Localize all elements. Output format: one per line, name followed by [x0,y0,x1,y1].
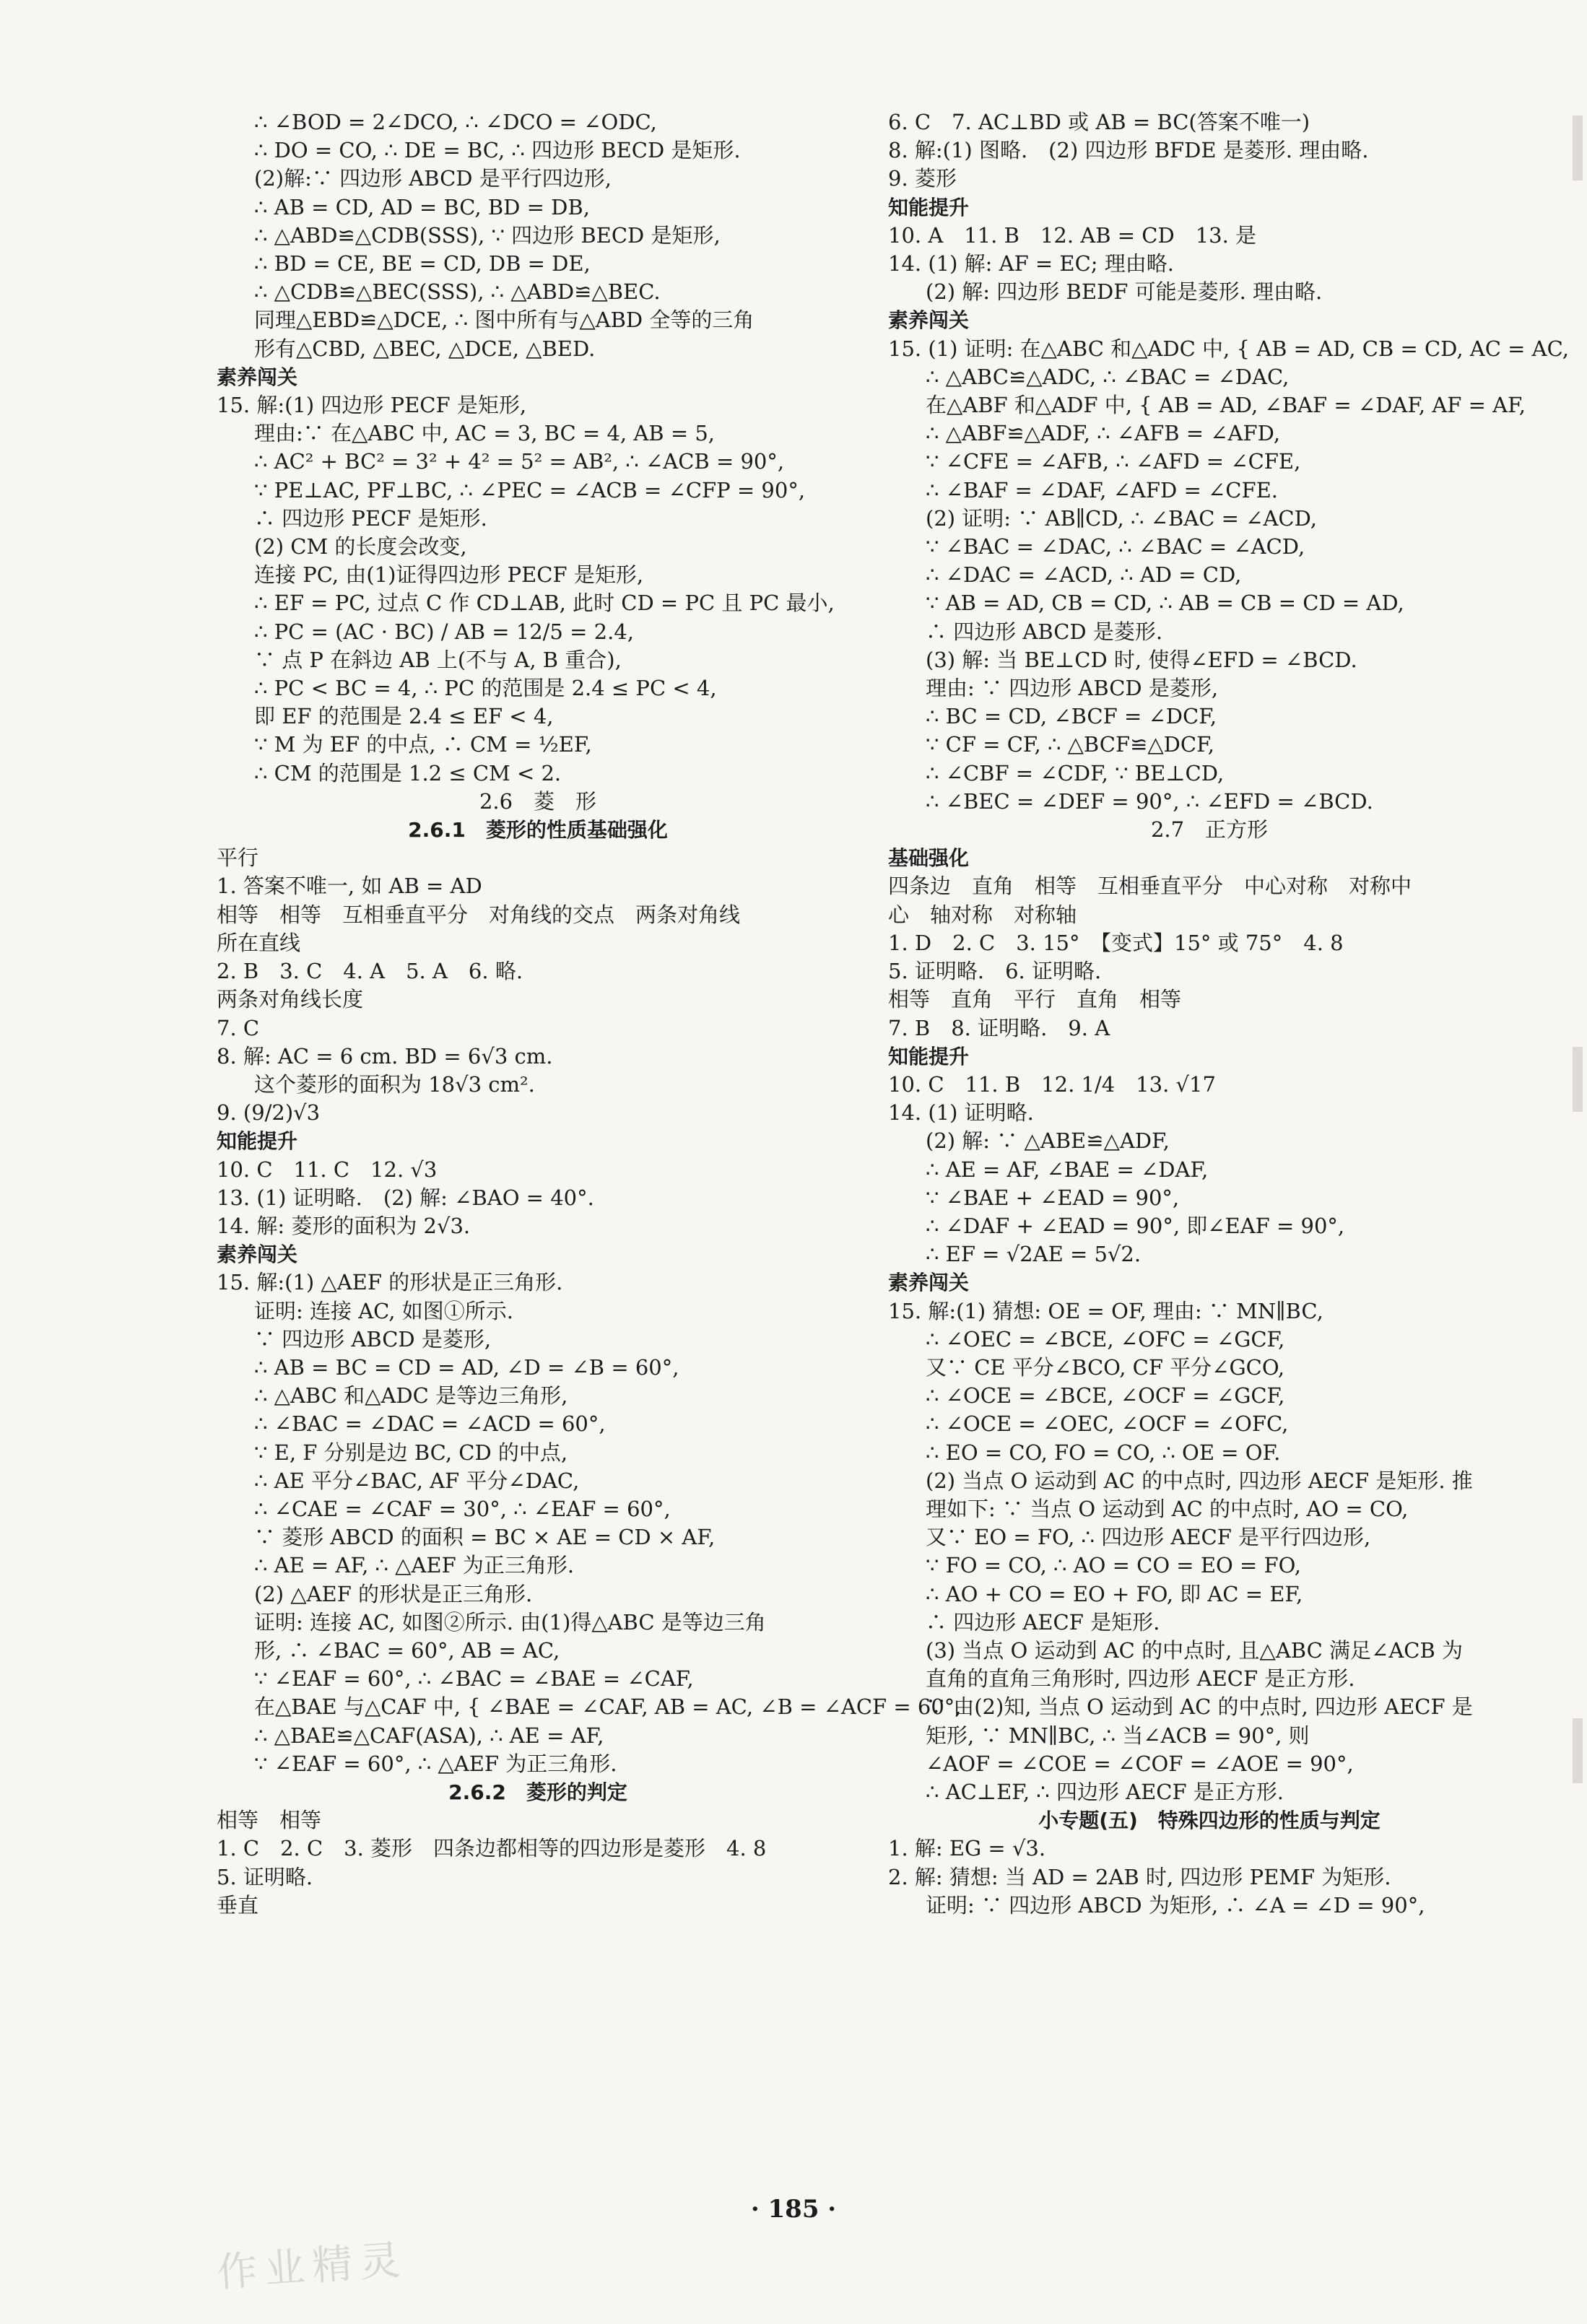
answer-line: 5. 证明略. 6. 证明略. [888,959,1102,984]
answer-line: 证明: ∵ 四边形 ABCD 为矩形, ∴ ∠A = ∠D = 90°, [926,1892,1425,1918]
answer-line: 理由: ∵ 四边形 ABCD 是菱形, [926,676,1219,701]
answer-line: ∵ M 为 EF 的中点, ∴ CM = ½EF, [254,732,592,757]
watermark: 作业精灵 [215,2236,409,2297]
answer-line: 14. 解: 菱形的面积为 2√3. [217,1213,471,1238]
answer-line: ∴ BD = CE, BE = CD, DB = DE, [254,251,591,277]
answer-line: 理如下: ∵ 当点 O 运动到 AC 的中点时, AO = CO, [926,1496,1409,1521]
answer-line: 直角的直角三角形时, 四边形 AECF 是正方形. [926,1666,1355,1692]
answer-line: ∴ ∠OCE = ∠OEC, ∠OCF = ∠OFC, [926,1411,1289,1437]
answer-line: 垂直 [217,1892,259,1918]
answer-line: ∵ ∠EAF = 60°, ∴ △AEF 为正三角形. [254,1751,617,1776]
answer-line: ∵ FO = CO, ∴ AO = CO = EO = FO, [926,1553,1301,1578]
answer-line: (2) 当点 O 运动到 AC 的中点时, 四边形 AECF 是矩形. 推 [926,1468,1473,1493]
answer-line: 又∵ CE 平分∠BCO, CF 平分∠GCO, [926,1354,1285,1380]
answer-line: ∴ △ABC≌△ADC, ∴ ∠BAC = ∠DAC, [926,364,1290,389]
section-heading: 知能提升 [888,1044,970,1069]
page-edge-mark [1573,116,1583,180]
section-heading: 知能提升 [888,195,970,219]
answer-line: (2)解:∵ 四边形 ABCD 是平行四边形, [254,166,612,191]
answer-line: ∵ 菱形 ABCD 的面积 = BC × AE = CD × AF, [254,1525,716,1550]
answer-line: ∴ ∠BOD = 2∠DCO, ∴ ∠DCO = ∠ODC, [254,110,657,134]
answer-line: ∴ ∠OEC = ∠BCE, ∠OFC = ∠GCF, [926,1326,1285,1352]
answer-line: ∴ AB = BC = CD = AD, ∠D = ∠B = 60°, [254,1354,679,1380]
page-edge-mark [1573,1047,1583,1112]
answer-line: 理由:∵ 在△ABC 中, AC = 3, BC = 4, AB = 5, [254,421,716,446]
answer-line: 形有△CBD, △BEC, △DCE, △BED. [254,336,596,361]
answer-line: ∴ PC = (AC · BC) / AB = 12/5 = 2.4, [254,619,634,644]
answer-line: ∴ AE = AF, ∠BAE = ∠DAF, [926,1157,1209,1182]
answer-line: 7. C [217,1015,260,1040]
answer-line: (2) 解: ∵ △ABE≌△ADF, [926,1128,1170,1154]
chapter-heading: 2.7 正方形 [1150,817,1269,843]
answer-line: 相等 相等 [217,1808,322,1833]
answer-line: ∵ 点 P 在斜边 AB 上(不与 A, B 重合), [254,647,622,672]
answer-line: 又∵ EO = FO, ∴ 四边形 AECF 是平行四边形, [926,1525,1371,1550]
answer-line: ∴ AB = CD, AD = BC, BD = DB, [254,194,590,219]
answer-line: ∴ CM 的范围是 1.2 ≤ CM < 2. [254,760,562,785]
answer-line: 所在直线 [217,930,301,955]
answer-line: ∴ ∠OCE = ∠BCE, ∠OCF = ∠GCF, [926,1383,1285,1409]
answer-line: 四条边 直角 相等 互相垂直平分 中心对称 对称中 [888,874,1412,899]
answer-line: ∴ 四边形 AECF 是矩形. [926,1609,1160,1635]
answer-line: ∵ 由(2)知, 当点 O 运动到 AC 的中点时, 四边形 AECF 是 [926,1694,1473,1720]
answer-line: (2) 解: 四边形 BEDF 可能是菱形. 理由略. [926,279,1323,305]
answer-line: 15. (1) 证明: 在△ABC 和△ADC 中, { AB = AD, CB = CD, AC = AC, [888,336,1569,361]
answer-line: 同理△EBD≌△DCE, ∴ 图中所有与△ABD 全等的三角 [254,308,755,333]
answer-line: ∵ AB = AD, CB = CD, ∴ AB = CB = CD = AD, [926,591,1404,616]
answer-line: ∴ ∠DAF + ∠EAD = 90°, 即∠EAF = 90°, [926,1213,1345,1238]
answer-line: ∵ ∠BAC = ∠DAC, ∴ ∠BAC = ∠ACD, [926,534,1305,560]
answer-line: ∴ △ABC 和△ADC 是等边三角形, [254,1383,568,1409]
answer-line: 这个菱形的面积为 18√3 cm². [254,1071,535,1097]
answer-line: 9. (9/2)√3 [217,1100,321,1126]
answer-line: 10. C 11. C 12. √3 [217,1157,438,1182]
answer-line: 9. 菱形 [888,166,957,191]
answer-line: 10. A 11. B 12. AB = CD 13. 是 [888,222,1257,248]
answer-line: 相等 直角 平行 直角 相等 [888,987,1182,1012]
answer-line: ∴ 四边形 ABCD 是菱形. [926,619,1163,644]
answer-line: 相等 相等 互相垂直平分 对角线的交点 两条对角线 [217,902,741,927]
answer-line: (2) CM 的长度会改变, [254,534,467,560]
answer-line: 形, ∴ ∠BAC = 60°, AB = AC, [254,1637,560,1663]
answer-line: ∵ ∠CFE = ∠AFB, ∴ ∠AFD = ∠CFE, [926,449,1301,474]
answer-line: (3) 当点 O 运动到 AC 的中点时, 且△ABC 满足∠ACB 为 [926,1637,1463,1663]
answer-line: 连接 PC, 由(1)证得四边形 PECF 是矩形, [254,562,644,588]
answer-line: ∴ ∠BAC = ∠DAC = ∠ACD = 60°, [254,1411,606,1437]
chapter-heading: 2.6.2 菱形的判定 [448,1780,627,1804]
section-heading: 基础强化 [888,846,970,871]
answer-line: 15. 解:(1) 猜想: OE = OF, 理由: ∵ MN∥BC, [888,1298,1323,1323]
section-heading: 素养闯关 [217,365,298,389]
answer-line: ∴ 四边形 PECF 是矩形. [254,505,487,531]
answer-line: ∵ CF = CF, ∴ △BCF≌△DCF, [926,732,1214,757]
answer-line: ∴ ∠DAC = ∠ACD, ∴ AD = CD, [926,562,1242,588]
answer-line: 平行 [217,845,259,871]
answer-line: ∴ AC² + BC² = 3² + 4² = 5² = AB², ∴ ∠ACB = 90°, [254,449,785,474]
answer-line: ∴ PC < BC = 4, ∴ PC 的范围是 2.4 ≤ PC < 4, [254,676,717,701]
answer-line: (2) 证明: ∵ AB∥CD, ∴ ∠BAC = ∠ACD, [926,505,1318,531]
answer-line: ∴ △CDB≌△BEC(SSS), ∴ △ABD≌△BEC. [254,279,661,305]
answer-line: 8. 解:(1) 图略. (2) 四边形 BFDE 是菱形. 理由略. [888,138,1369,163]
answer-line: 两条对角线长度 [217,987,364,1012]
answer-line: 15. 解:(1) △AEF 的形状是正三角形. [217,1270,563,1295]
answer-line: 证明: 连接 AC, 如图②所示. 由(1)得△ABC 是等边三角 [254,1609,766,1635]
answer-line: 14. (1) 解: AF = EC; 理由略. [888,251,1174,277]
answer-line: ∴ EF = PC, 过点 C 作 CD⊥AB, 此时 CD = PC 且 PC 最小, [254,591,835,616]
answer-line: 10. C 11. B 12. 1/4 13. √17 [888,1071,1216,1097]
answer-line: ∴ ∠BEC = ∠DEF = 90°, ∴ ∠EFD = ∠BCD. [926,788,1373,814]
answer-line: 1. 答案不唯一, 如 AB = AD [217,874,482,899]
answer-line: ∴ AE 平分∠BAC, AF 平分∠DAC, [254,1468,580,1493]
answer-line: ∴ ∠CAE = ∠CAF = 30°, ∴ ∠EAF = 60°, [254,1496,671,1521]
answer-line: ∵ PE⊥AC, PF⊥BC, ∴ ∠PEC = ∠ACB = ∠CFP = 90°, [254,477,806,502]
answer-line: 7. B 8. 证明略. 9. A [888,1015,1110,1040]
answer-line: ∴ △BAE≌△CAF(ASA), ∴ AE = AF, [254,1723,604,1748]
answer-line: ∵ ∠EAF = 60°, ∴ ∠BAC = ∠BAE = ∠CAF, [254,1666,694,1692]
answer-line: 在△BAE 与△CAF 中, { ∠BAE = ∠CAF, AB = AC, ∠B = ∠ACF = 60°, [254,1694,962,1720]
answer-line: 15. 解:(1) 四边形 PECF 是矩形, [217,393,527,418]
answer-line: 心 轴对称 对称轴 [888,902,1077,927]
answer-line: ∴ AC⊥EF, ∴ 四边形 AECF 是正方形. [926,1779,1284,1804]
page-number: · 185 · [750,2195,837,2224]
answer-line: 1. D 2. C 3. 15° 【变式】15° 或 75° 4. 8 [888,930,1344,955]
answer-line: ∠AOF = ∠COE = ∠COF = ∠AOE = 90°, [926,1751,1354,1776]
answer-line: 5. 证明略. [217,1864,313,1889]
answer-line: 在△ABF 和△ADF 中, { AB = AD, ∠BAF = ∠DAF, AF = AF, [926,393,1526,418]
answer-line: 1. 解: EG = √3. [888,1836,1046,1861]
answer-line: 证明: 连接 AC, 如图①所示. [254,1298,513,1323]
chapter-heading: 2.6 菱 形 [479,788,597,814]
chapter-heading: 2.6.1 菱形的性质基础强化 [408,818,668,843]
answer-line: (3) 解: 当 BE⊥CD 时, 使得∠EFD = ∠BCD. [926,647,1357,672]
answer-line: 2. 解: 猜想: 当 AD = 2AB 时, 四边形 PEMF 为矩形. [888,1864,1391,1889]
section-heading: 知能提升 [217,1129,298,1154]
answer-line: 矩形, ∵ MN∥BC, ∴ 当∠ACB = 90°, 则 [926,1723,1310,1748]
answer-line: 14. (1) 证明略. [888,1100,1034,1126]
section-heading: 素养闯关 [888,308,970,333]
answer-line: ∴ △ABF≌△ADF, ∴ ∠AFB = ∠AFD, [926,421,1281,446]
answer-line: ∴ EO = CO, FO = CO, ∴ OE = OF. [926,1440,1281,1465]
right-column [888,108,1569,1920]
answer-line: ∴ AO + CO = EO + FO, 即 AC = EF, [926,1581,1303,1606]
answer-line: 13. (1) 证明略. (2) 解: ∠BAO = 40°. [217,1185,594,1210]
answer-line: ∴ ∠CBF = ∠CDF, ∵ BE⊥CD, [926,760,1225,785]
answer-line: ∴ EF = √2AE = 5√2. [926,1242,1142,1267]
chapter-heading: 小专题(五) 特殊四边形的性质与判定 [1038,1809,1381,1833]
answer-line: ∴ BC = CD, ∠BCF = ∠DCF, [926,704,1217,729]
answer-line: 6. C 7. AC⊥BD 或 AB = BC(答案不唯一) [888,110,1310,134]
answer-line: 即 EF 的范围是 2.4 ≤ EF < 4, [254,704,554,729]
answer-line: ∴ DO = CO, ∴ DE = BC, ∴ 四边形 BECD 是矩形. [254,138,741,163]
answer-line: 8. 解: AC = 6 cm. BD = 6√3 cm. [217,1043,553,1069]
answer-line: 1. C 2. C 3. 菱形 四条边都相等的四边形是菱形 4. 8 [217,1836,767,1861]
section-heading: 素养闯关 [888,1271,970,1295]
answer-line: ∴ △ABD≌△CDB(SSS), ∵ 四边形 BECD 是矩形, [254,222,721,248]
answer-line: (2) △AEF 的形状是正三角形. [254,1581,533,1606]
answer-line: ∵ E, F 分别是边 BC, CD 的中点, [254,1440,568,1465]
answer-line: ∴ ∠BAF = ∠DAF, ∠AFD = ∠CFE. [926,477,1278,502]
section-heading: 素养闯关 [217,1242,298,1267]
answer-line: 2. B 3. C 4. A 5. A 6. 略. [217,959,523,984]
answer-line: ∵ ∠BAE + ∠EAD = 90°, [926,1185,1180,1210]
answer-line: ∴ AE = AF, ∴ △AEF 为正三角形. [254,1553,575,1578]
page-edge-mark [1573,1718,1583,1783]
answer-line: ∵ 四边形 ABCD 是菱形, [254,1326,492,1352]
